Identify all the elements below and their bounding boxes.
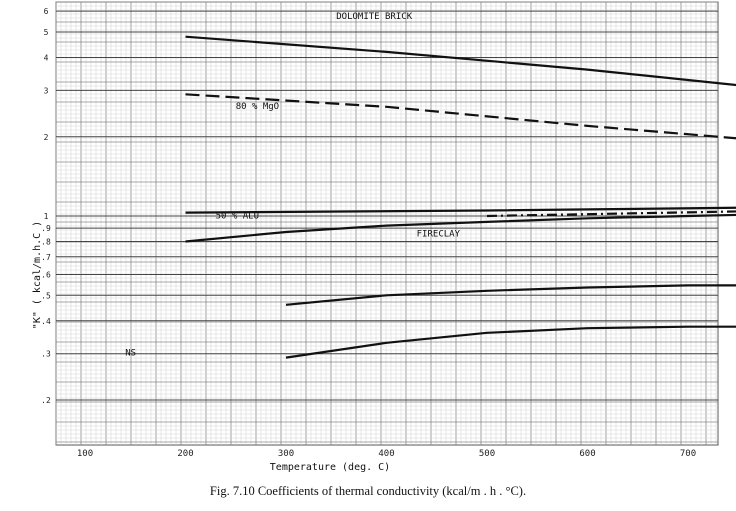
curve-label: FIRECLAY <box>416 229 461 240</box>
x-axis-label: Temperature (deg. C) <box>269 462 391 473</box>
y-tick-label: 5 <box>43 27 49 37</box>
y-tick-label: .9 <box>41 224 51 234</box>
y-tick-label: .2 <box>41 396 51 406</box>
y-tick-label: 6 <box>43 7 49 17</box>
curve-label: 50 % ALU <box>215 211 260 222</box>
x-tick-label: 100 <box>76 449 94 459</box>
curve-label: DOLOMITE BRICK <box>336 12 413 23</box>
y-tick-label: .7 <box>41 252 51 262</box>
y-tick-label: .6 <box>41 270 51 280</box>
x-tick-label: 400 <box>378 449 395 459</box>
x-tick-label: 500 <box>478 449 496 459</box>
y-tick-label: .5 <box>41 291 51 301</box>
y-tick-label: 3 <box>43 86 49 96</box>
x-tick-label: 200 <box>177 449 194 459</box>
y-tick-label: 4 <box>43 53 49 63</box>
y-tick-label: .4 <box>41 316 51 326</box>
curve-label: NS <box>125 348 137 359</box>
x-tick-label: 600 <box>579 449 596 459</box>
plot-frame <box>56 2 718 445</box>
y-tick-label: .3 <box>41 349 51 359</box>
chart-grid <box>56 2 718 445</box>
x-tick-label: 700 <box>679 449 697 459</box>
y-tick-label: 1 <box>43 212 49 222</box>
figure-caption: Fig. 7.10 Coefficients of thermal conductivity (kcal/m . h . °C). <box>209 484 527 498</box>
y-tick-label: 2 <box>43 132 49 142</box>
y-tick-label: .8 <box>41 237 51 247</box>
x-tick-label: 300 <box>277 449 295 459</box>
curve-label: 80 % MgO <box>235 101 280 112</box>
y-axis-label: "K" ( kcal/m.h.C ) <box>32 220 43 330</box>
